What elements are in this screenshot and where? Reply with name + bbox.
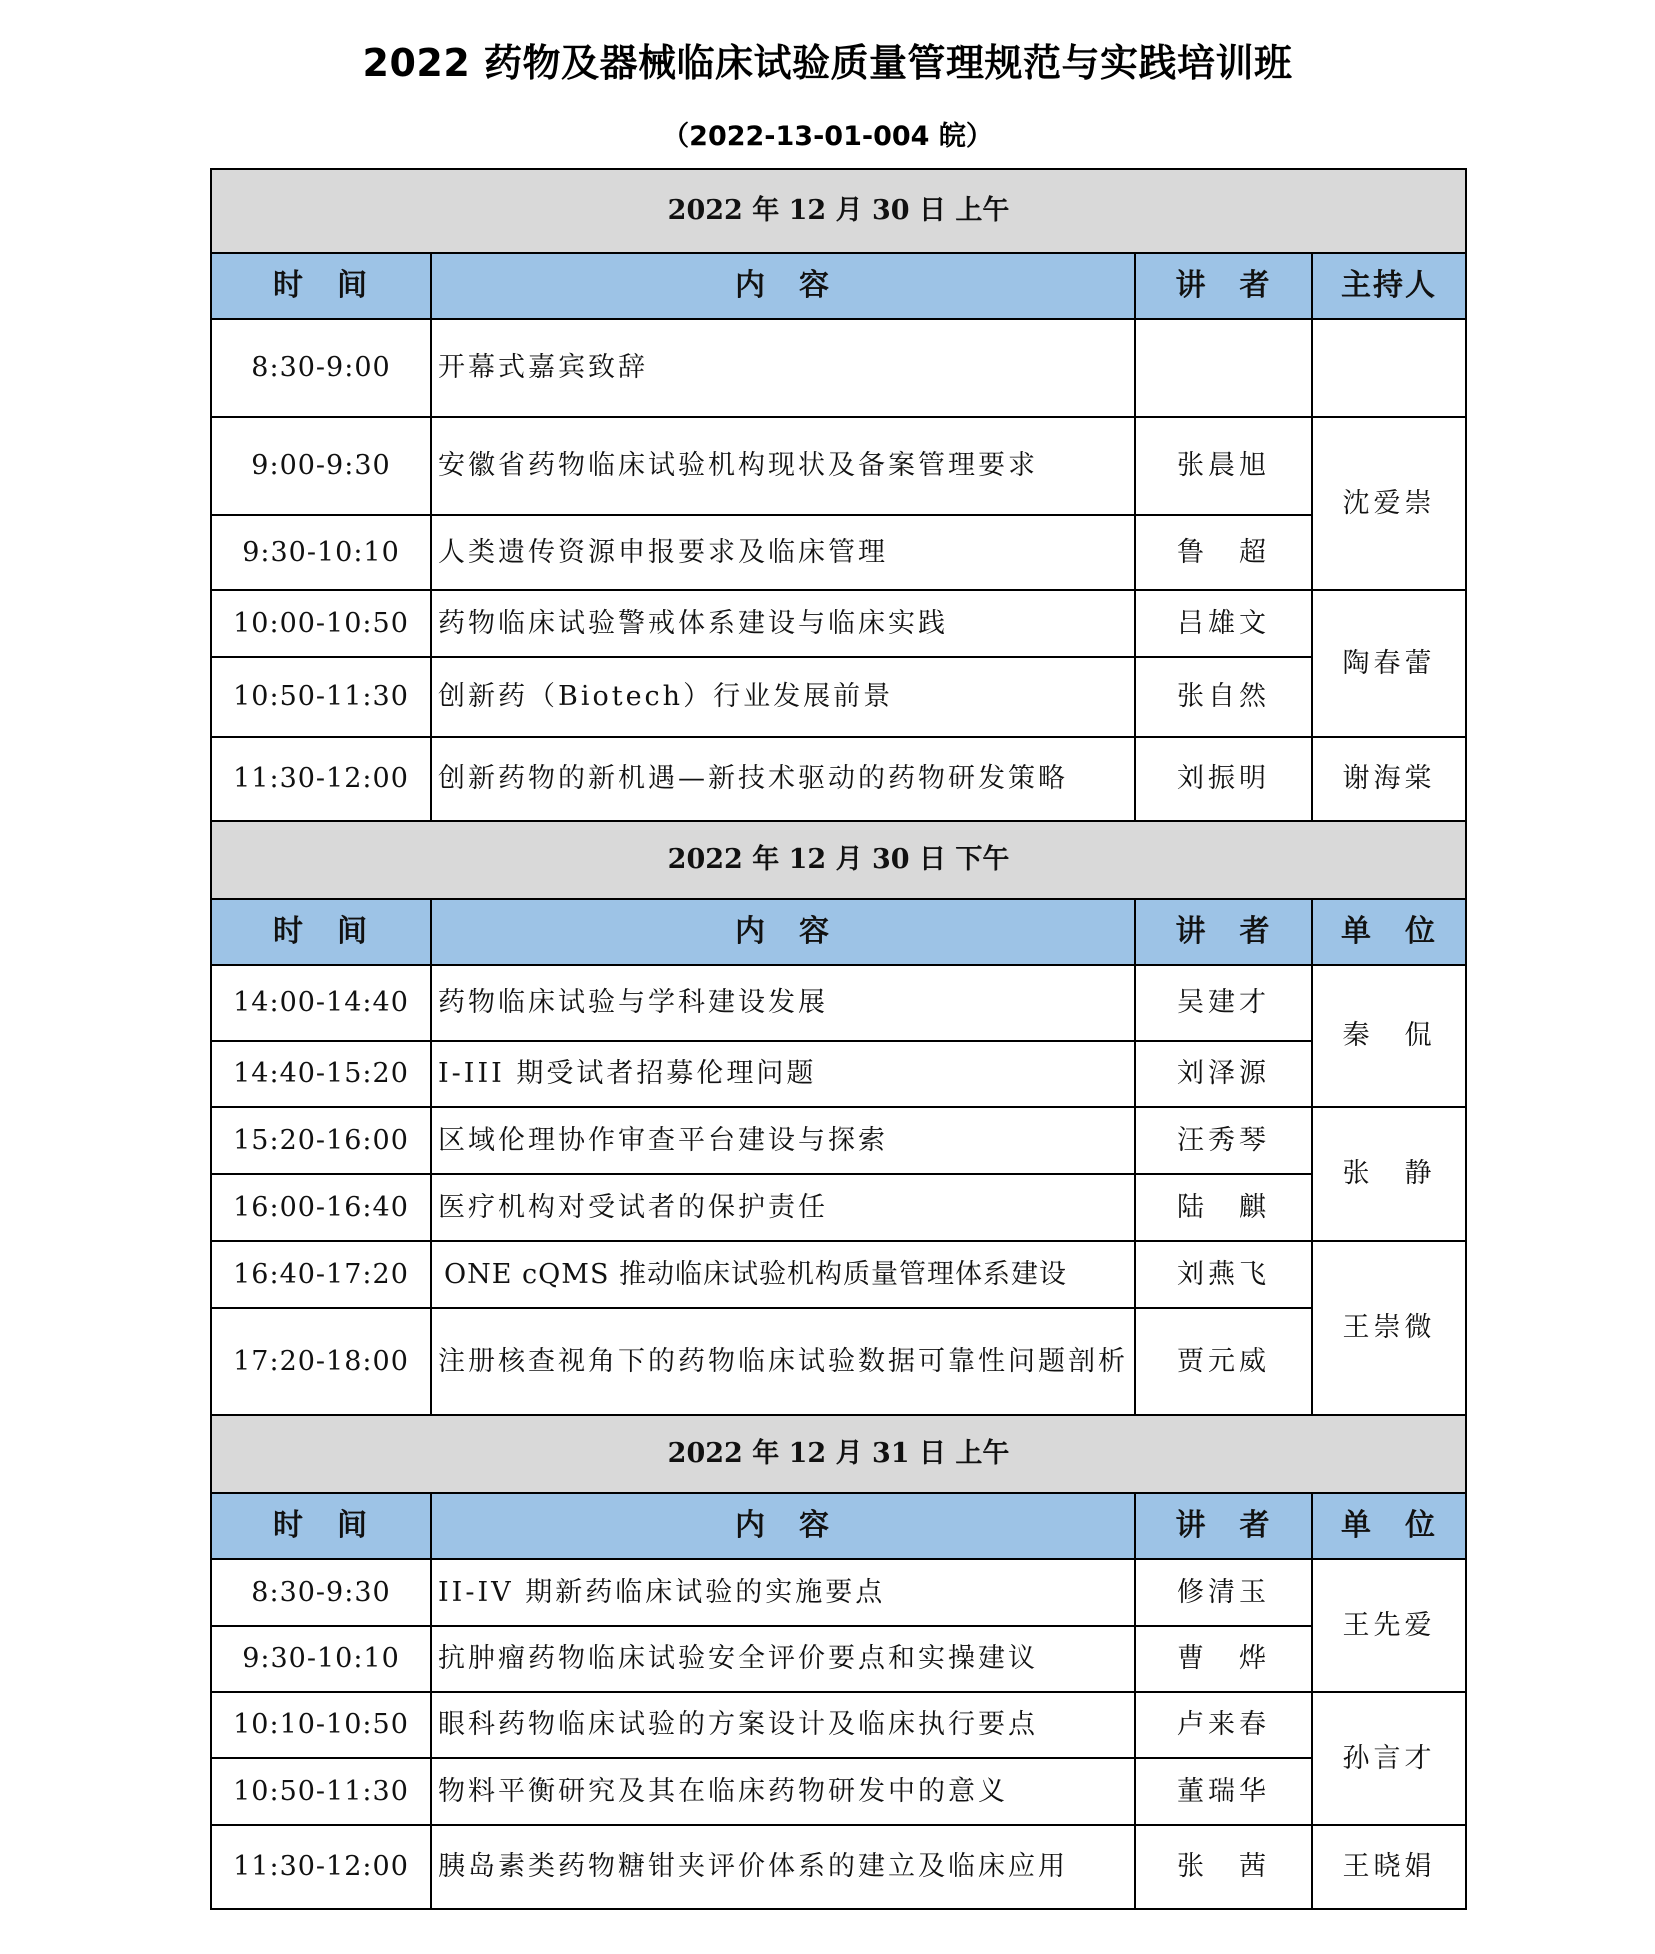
document-subtitle: （2022-13-01-004 皖） xyxy=(662,121,993,152)
row-topic: 眼科药物临床试验的方案设计及临床执行要点 xyxy=(431,1692,1135,1758)
table-row xyxy=(211,515,1466,590)
header-time: 时 间 xyxy=(211,253,431,319)
table-row xyxy=(211,1559,1466,1626)
row-time: 14:00-14:40 xyxy=(211,965,431,1041)
table-row xyxy=(211,737,1466,821)
document-title: 2022 药物及器械临床试验质量管理规范与实践培训班 xyxy=(362,41,1293,85)
row-topic: II-IV 期新药临床试验的实施要点 xyxy=(431,1559,1135,1626)
row-topic: 区域伦理协作审查平台建设与探索 xyxy=(431,1107,1135,1174)
row-topic: 安徽省药物临床试验机构现状及备案管理要求 xyxy=(431,417,1135,515)
table-row xyxy=(211,1041,1466,1107)
header-content: 内 容 xyxy=(431,899,1135,965)
row-time: 16:00-16:40 xyxy=(211,1174,431,1241)
row-speaker: 张 茜 xyxy=(1135,1825,1312,1909)
row-topic: 医疗机构对受试者的保护责任 xyxy=(431,1174,1135,1241)
table-row xyxy=(211,1241,1466,1308)
header-unit: 单 位 xyxy=(1312,899,1466,965)
table-row xyxy=(211,965,1466,1041)
row-speaker xyxy=(1135,319,1312,417)
table-row xyxy=(211,1174,1466,1241)
row-host: 张 静 xyxy=(1312,1107,1466,1241)
table-row xyxy=(211,1758,1466,1825)
row-speaker: 刘燕飞 xyxy=(1135,1241,1312,1308)
table-row xyxy=(211,1626,1466,1692)
header-speaker: 讲 者 xyxy=(1135,899,1312,965)
row-speaker: 卢来春 xyxy=(1135,1692,1312,1758)
row-topic: I-III 期受试者招募伦理问题 xyxy=(431,1041,1135,1107)
row-speaker: 吕雄文 xyxy=(1135,590,1312,657)
table-row xyxy=(211,1692,1466,1758)
row-host: 孙言才 xyxy=(1312,1692,1466,1825)
row-topic: 开幕式嘉宾致辞 xyxy=(431,319,1135,417)
row-speaker: 汪秀琴 xyxy=(1135,1107,1312,1174)
table-row xyxy=(211,417,1466,515)
header-speaker: 讲 者 xyxy=(1135,253,1312,319)
row-time: 15:20-16:00 xyxy=(211,1107,431,1174)
header-time: 时 间 xyxy=(211,1493,431,1559)
row-speaker: 鲁 超 xyxy=(1135,515,1312,590)
row-host: 王先爱 xyxy=(1312,1559,1466,1692)
row-time: 10:00-10:50 xyxy=(211,590,431,657)
row-speaker: 曹 烨 xyxy=(1135,1626,1312,1692)
row-topic: 抗肿瘤药物临床试验安全评价要点和实操建议 xyxy=(431,1626,1135,1692)
row-topic: 药物临床试验与学科建设发展 xyxy=(431,965,1135,1041)
row-time: 11:30-12:00 xyxy=(211,737,431,821)
table-row xyxy=(211,319,1466,417)
row-time: 9:30-10:10 xyxy=(211,515,431,590)
row-time: 10:10-10:50 xyxy=(211,1692,431,1758)
header-time: 时 间 xyxy=(211,899,431,965)
header-host: 主持人 xyxy=(1312,253,1466,319)
row-speaker: 张自然 xyxy=(1135,657,1312,737)
session-date: 2022 年 12 月 31 日 上午 xyxy=(211,1415,1466,1493)
row-time: 16:40-17:20 xyxy=(211,1241,431,1308)
row-speaker: 吴建才 xyxy=(1135,965,1312,1041)
row-time: 8:30-9:30 xyxy=(211,1559,431,1626)
row-host: 沈爱崇 xyxy=(1312,417,1466,590)
session-date: 2022 年 12 月 30 日 下午 xyxy=(211,821,1466,899)
table-row xyxy=(211,1107,1466,1174)
row-time: 8:30-9:00 xyxy=(211,319,431,417)
row-time: 11:30-12:00 xyxy=(211,1825,431,1909)
row-time: 14:40-15:20 xyxy=(211,1041,431,1107)
row-speaker: 刘振明 xyxy=(1135,737,1312,821)
table-row xyxy=(211,1308,1466,1415)
schedule-table xyxy=(210,168,1467,1910)
row-speaker: 董瑞华 xyxy=(1135,1758,1312,1825)
row-time: 9:30-10:10 xyxy=(211,1626,431,1692)
row-time: 10:50-11:30 xyxy=(211,657,431,737)
row-time: 9:00-9:30 xyxy=(211,417,431,515)
row-topic: 物料平衡研究及其在临床药物研发中的意义 xyxy=(431,1758,1135,1825)
header-unit: 单 位 xyxy=(1312,1493,1466,1559)
row-host: 陶春蕾 xyxy=(1312,590,1466,737)
table-row xyxy=(211,1825,1466,1909)
row-topic: 创新药物的新机遇—新技术驱动的药物研发策略 xyxy=(431,737,1135,821)
row-speaker: 刘泽源 xyxy=(1135,1041,1312,1107)
session-date: 2022 年 12 月 30 日 上午 xyxy=(211,169,1466,253)
row-topic: 创新药（Biotech）行业发展前景 xyxy=(431,657,1135,737)
row-time: 17:20-18:00 xyxy=(211,1308,431,1415)
row-topic: 注册核查视角下的药物临床试验数据可靠性问题剖析 xyxy=(431,1308,1135,1415)
row-host: 王崇微 xyxy=(1312,1241,1466,1415)
row-speaker: 陆 麒 xyxy=(1135,1174,1312,1241)
table-row xyxy=(211,657,1466,737)
row-topic: 人类遗传资源申报要求及临床管理 xyxy=(431,515,1135,590)
row-host: 王晓娟 xyxy=(1312,1825,1466,1909)
row-speaker: 张晨旭 xyxy=(1135,417,1312,515)
header-content: 内 容 xyxy=(431,253,1135,319)
header-speaker: 讲 者 xyxy=(1135,1493,1312,1559)
row-topic: 药物临床试验警戒体系建设与临床实践 xyxy=(431,590,1135,657)
row-speaker: 修清玉 xyxy=(1135,1559,1312,1626)
row-host xyxy=(1312,319,1466,417)
row-host: 秦 侃 xyxy=(1312,965,1466,1107)
header-content: 内 容 xyxy=(431,1493,1135,1559)
row-time: 10:50-11:30 xyxy=(211,1758,431,1825)
table-row xyxy=(211,590,1466,657)
row-topic: 胰岛素类药物糖钳夹评价体系的建立及临床应用 xyxy=(431,1825,1135,1909)
row-speaker: 贾元威 xyxy=(1135,1308,1312,1415)
row-topic: ONE cQMS 推动临床试验机构质量管理体系建设 xyxy=(431,1241,1135,1308)
row-host: 谢海棠 xyxy=(1312,737,1466,821)
